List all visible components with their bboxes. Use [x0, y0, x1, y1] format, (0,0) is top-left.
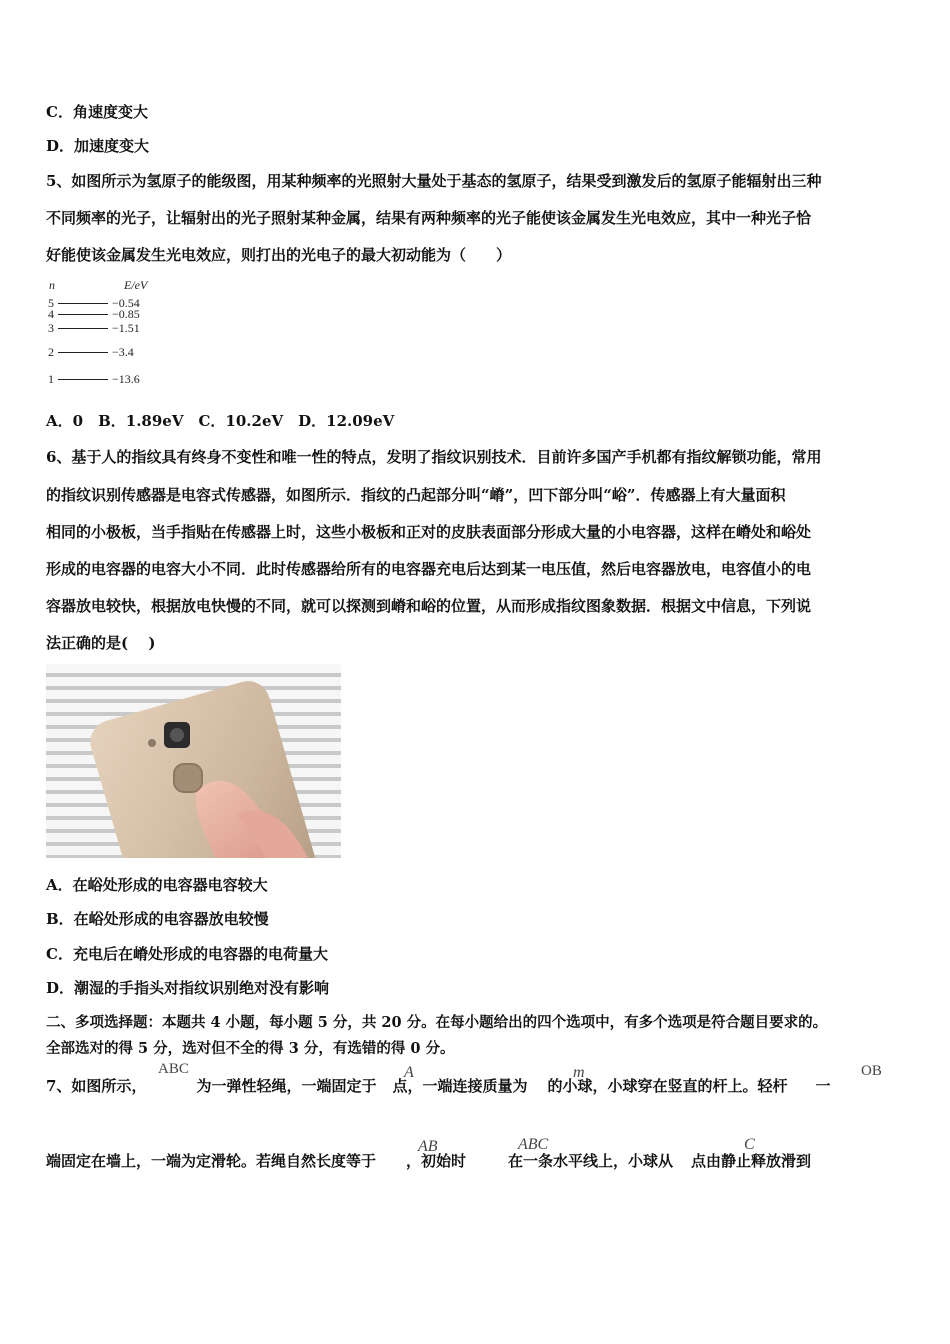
- q6-text-line-3: 相同的小极板，当手指贴在传感器上时，这些小极板和正对的皮肤表面部分形成大量的小电容器，这样在嵴处和峪处: [46, 523, 812, 541]
- fingerprint-sensor: [174, 764, 202, 792]
- camera-lens-icon: [170, 728, 184, 742]
- energy-n-header: n: [49, 278, 55, 292]
- level-line: [58, 328, 108, 329]
- q5-text-line-2: 不同频率的光子，让辐射出的光子照射某种金属，结果有两种频率的光子能使该金属发生光电效应，其中一种光子恰: [46, 209, 812, 227]
- q7-text: ，初始时: [406, 1152, 467, 1170]
- energy-level-diagram: [46, 278, 162, 390]
- section2-heading-line-1: 二、多项选择题：本题共 4 小题，每小题 5 分，共 20 分。在每小题给出的四个选项中，有多个选项是符合题目要求的。: [46, 1014, 828, 1031]
- level-line: [58, 379, 108, 380]
- q6-option-c: C．充电后在嵴处形成的电容器的电荷量大: [46, 945, 328, 963]
- level-n: 4: [48, 307, 54, 321]
- section2-heading-line-2: 全部选对的得 5 分，选对但不全的得 3 分，有选错的得 0 分。: [46, 1040, 455, 1057]
- q4-option-c: C．角速度变大: [46, 103, 148, 121]
- level-n: 5: [48, 296, 54, 310]
- q7-text: 在一条水平线上，小球从: [508, 1152, 674, 1170]
- q6-text-line-1: 6、基于人的指纹具有终身不变性和唯一性的特点，发明了指纹识别技术．目前许多国产手机都有指纹解锁功能，常用: [46, 448, 822, 466]
- q7-var-abc2: ABC: [518, 1136, 549, 1153]
- q6-option-a: A．在峪处形成的电容器电容较大: [46, 876, 268, 894]
- level-n: 3: [48, 321, 54, 335]
- energy-e-header: E/eV: [124, 278, 148, 292]
- q6-text-line-2: 的指纹识别传感器是电容式传感器，如图所示．指纹的凸起部分叫“嵴”，凹下部分叫“峪”．传感器上有大量面积: [46, 486, 786, 504]
- q7-text: 点，一端连接质量为: [392, 1077, 528, 1095]
- energy-level: [46, 307, 162, 326]
- energy-level: [46, 345, 162, 364]
- q6-text-line-6: 法正确的是( ): [46, 634, 156, 652]
- phone-hand-illustration: [46, 664, 341, 858]
- q7-text: 端固定在墙上，一端为定滑轮。若绳自然长度等于: [46, 1152, 377, 1170]
- q7-text: 一: [815, 1077, 831, 1095]
- level-n: 2: [48, 345, 54, 359]
- q6-option-d: D．潮湿的手指头对指纹识别绝对没有影响: [46, 979, 330, 997]
- level-line: [58, 303, 108, 304]
- q7-var-ob: OB: [861, 1063, 882, 1079]
- level-line: [58, 352, 108, 353]
- q6-option-b: B．在峪处形成的电容器放电较慢: [46, 910, 269, 928]
- q7-text: 为一弹性轻绳，一端固定于: [196, 1077, 377, 1095]
- q7-text: 7、如图所示，: [46, 1077, 147, 1095]
- flash-icon: [148, 739, 156, 747]
- q7-text: 点由静止释放滑到: [691, 1152, 812, 1170]
- level-n: 1: [48, 372, 54, 386]
- level-energy: −0.85: [112, 307, 140, 321]
- q6-text-line-5: 容器放电较快，根据放电快慢的不同，就可以探测到嵴和峪的位置，从而形成指纹图象数据．根据文中信息，下列说: [46, 597, 812, 615]
- level-line: [58, 314, 108, 315]
- q6-text-line-4: 形成的电容器的电容大小不同．此时传感器给所有的电容器充电后达到某一电压值，然后电容器放电，电容值小的电: [46, 560, 812, 578]
- q5-options: A．0 B．1.89eV C．10.2eV D．12.09eV: [46, 412, 395, 430]
- q7-var-ab: AB: [418, 1138, 438, 1155]
- level-energy: −3.4: [112, 345, 134, 359]
- q7-text: 的小球，小球穿在竖直的杆上。轻杆: [547, 1077, 788, 1095]
- q7-line-1: [46, 1076, 831, 1096]
- q7-var-m: m: [573, 1064, 585, 1081]
- q7-var-a: A: [404, 1064, 414, 1081]
- level-energy: −13.6: [112, 372, 140, 386]
- q4-option-d: D．加速度变大: [46, 137, 150, 155]
- fingerprint-phone-photo: [46, 664, 341, 858]
- q7-var-c: C: [744, 1136, 755, 1153]
- q5-text-line-1: 5、如图所示为氢原子的能级图，用某种频率的光照射大量处于基态的氢原子，结果受到激发后的氢原子能辐射出三种: [46, 172, 822, 190]
- q5-text-line-3: 好能使该金属发生光电效应，则打出的光电子的最大初动能为（ ）: [46, 246, 512, 264]
- energy-level: [46, 321, 162, 340]
- energy-level: [46, 372, 162, 391]
- level-energy: −0.54: [112, 296, 140, 310]
- q7-var-abc: ABC: [158, 1061, 189, 1077]
- level-energy: −1.51: [112, 321, 140, 335]
